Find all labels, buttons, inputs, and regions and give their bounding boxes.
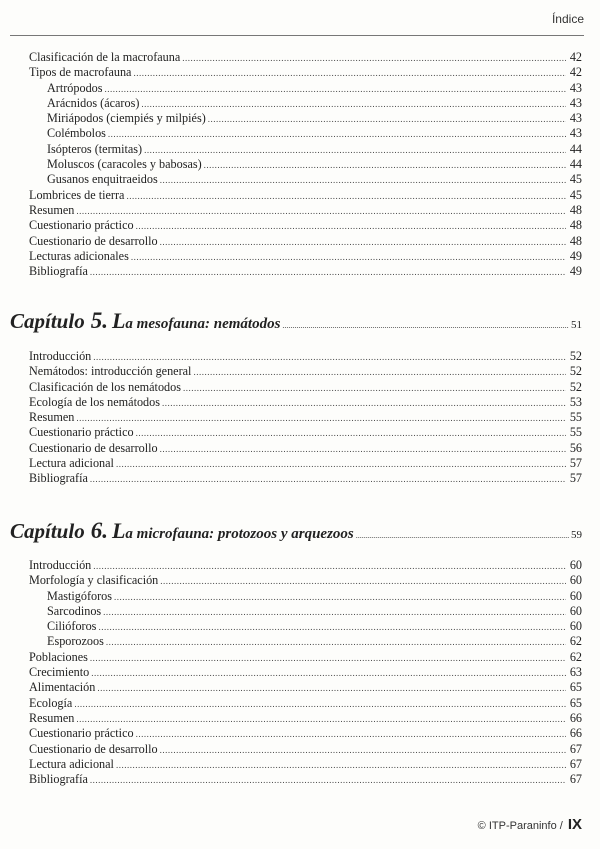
publisher-credit: © ITP-Paraninfo / xyxy=(477,820,563,832)
toc-entry[interactable] xyxy=(29,441,582,456)
dot-leader xyxy=(182,51,566,66)
toc-entry-label: Gusanos enquitraeidos xyxy=(47,172,158,187)
dot-leader xyxy=(97,681,566,696)
dot-leader xyxy=(282,321,569,330)
toc-entry[interactable] xyxy=(29,203,582,218)
toc-entry-page: 49 xyxy=(569,264,582,279)
toc-entry-label: Cilióforos xyxy=(47,619,97,634)
toc-entry-page: 52 xyxy=(569,379,582,394)
toc-entry-page: 66 xyxy=(569,710,582,725)
toc-entry-page: 60 xyxy=(569,588,582,603)
toc-entry[interactable] xyxy=(29,711,582,726)
dot-leader xyxy=(160,442,566,457)
toc-entry-label: Poblaciones xyxy=(29,649,88,664)
toc-entry-page: 66 xyxy=(569,726,582,741)
toc-entry-label: Bibliografía xyxy=(29,772,88,787)
toc-entry-label: Lectura adicional xyxy=(29,756,114,771)
toc-entry-label: Cuestionario de desarrollo xyxy=(29,440,158,455)
dot-leader xyxy=(90,651,566,666)
dot-leader xyxy=(133,66,566,81)
toc-entry-page: 43 xyxy=(569,95,582,110)
toc-entry-page: 60 xyxy=(569,619,582,634)
toc-entry-label: Cuestionario de desarrollo xyxy=(29,741,158,756)
toc-chapter-5 xyxy=(29,349,582,487)
dot-leader xyxy=(76,712,566,727)
toc-entry-label: Morfología y clasificación xyxy=(29,573,159,588)
toc-entry-label: Lecturas adicionales xyxy=(29,248,129,263)
toc-entry-page: 62 xyxy=(569,634,582,649)
dot-leader xyxy=(103,605,566,620)
chapter-title xyxy=(112,518,354,544)
chapter-title xyxy=(112,308,280,334)
toc-entry-page: 67 xyxy=(569,741,582,756)
toc-entry-page: 44 xyxy=(569,141,582,156)
toc-entry[interactable] xyxy=(29,380,582,395)
toc-entry-page: 52 xyxy=(569,349,582,363)
dot-leader xyxy=(105,82,566,97)
dot-leader xyxy=(90,265,566,280)
toc-entry-page: 44 xyxy=(569,157,582,172)
dot-leader xyxy=(160,173,566,188)
toc-entry-label: Sarcodinos xyxy=(47,603,102,618)
toc-entry[interactable] xyxy=(29,665,582,680)
toc-entry[interactable] xyxy=(29,680,582,695)
dot-leader xyxy=(136,727,566,742)
toc-entry[interactable] xyxy=(29,395,582,410)
dot-leader xyxy=(193,365,566,380)
toc-entry-page: 43 xyxy=(569,111,582,126)
toc-entry-page: 62 xyxy=(569,649,582,664)
toc-entry[interactable] xyxy=(29,50,582,65)
toc-entry-label: Miriápodos (ciempiés y milpiés) xyxy=(47,111,206,126)
toc-entry-label: Lectura adicional xyxy=(29,456,114,471)
toc-entry-page: 49 xyxy=(569,248,582,263)
toc-entry-label: Cuestionario práctico xyxy=(29,425,134,440)
toc-entry[interactable] xyxy=(29,234,582,249)
toc-entry-page: 48 xyxy=(569,202,582,217)
running-header: Índice xyxy=(551,12,584,26)
toc-entry-page: 57 xyxy=(569,456,582,471)
toc-entry-page: 60 xyxy=(569,573,582,588)
toc-entry[interactable] xyxy=(29,126,582,141)
toc-entry-page: 65 xyxy=(569,680,582,695)
toc-entry-page: 60 xyxy=(569,603,582,618)
dot-leader xyxy=(204,158,566,173)
toc-entry[interactable] xyxy=(29,81,582,96)
toc-entry-page: 42 xyxy=(569,65,582,80)
dot-leader xyxy=(98,620,566,635)
toc-entry[interactable] xyxy=(29,364,582,379)
dot-leader xyxy=(208,112,566,127)
toc-entry[interactable] xyxy=(29,742,582,757)
toc-entry[interactable] xyxy=(29,772,582,787)
dot-leader xyxy=(144,143,566,158)
toc-entry-label: Moluscos (caracoles y babosas) xyxy=(47,157,202,172)
toc-entry-label: Isópteros (termitas) xyxy=(47,141,143,156)
chapter-title-rest: a microfauna: protozoos y arquezoos xyxy=(125,526,354,542)
toc-entry[interactable] xyxy=(29,188,582,203)
toc-entry[interactable] xyxy=(29,696,582,711)
dot-leader xyxy=(160,574,566,589)
toc-entry[interactable] xyxy=(29,589,582,604)
toc-entry[interactable] xyxy=(29,157,582,172)
dot-leader xyxy=(76,411,566,426)
toc-entry-page: 55 xyxy=(569,425,582,440)
toc-entry-label: Resumen xyxy=(29,202,75,217)
dot-leader xyxy=(90,773,566,788)
toc-entry[interactable] xyxy=(29,218,582,233)
toc-entry-label: Arácnidos (ácaros) xyxy=(47,95,140,110)
dot-leader xyxy=(74,697,566,712)
toc-entry-page: 67 xyxy=(569,756,582,771)
dot-leader xyxy=(90,472,566,487)
toc-entry-label: Cuestionario práctico xyxy=(29,726,134,741)
toc-entry-label: Bibliografía xyxy=(29,264,88,279)
toc-entry[interactable] xyxy=(29,96,582,111)
dot-leader xyxy=(116,758,566,773)
toc-entry-page: 63 xyxy=(569,665,582,680)
dot-leader xyxy=(114,590,566,605)
toc-entry-label: Clasificación de la macrofauna xyxy=(29,50,181,64)
dot-leader xyxy=(76,204,566,219)
toc-entry-page: 65 xyxy=(569,695,582,710)
toc-entry-page: 60 xyxy=(569,558,582,572)
toc-entry[interactable] xyxy=(29,757,582,772)
toc-entry[interactable] xyxy=(29,456,582,471)
chapter-title-rest: a mesofauna: nemátodos xyxy=(125,316,281,332)
header-rule xyxy=(10,35,584,36)
toc-entry[interactable] xyxy=(29,111,582,126)
toc-entry[interactable] xyxy=(29,65,582,80)
toc-chapter-6 xyxy=(29,558,582,787)
dot-leader xyxy=(136,219,566,234)
toc-section-macrofauna xyxy=(29,50,582,279)
toc-entry-page: 53 xyxy=(569,394,582,409)
toc-entry-page: 48 xyxy=(569,218,582,233)
toc-entry-label: Introducción xyxy=(29,558,92,572)
toc-entry[interactable] xyxy=(29,604,582,619)
toc-entry-label: Alimentación xyxy=(29,680,96,695)
toc-entry[interactable] xyxy=(29,471,582,486)
toc-entry[interactable] xyxy=(29,634,582,649)
toc-entry[interactable] xyxy=(29,573,582,588)
toc-entry[interactable] xyxy=(29,619,582,634)
dot-leader xyxy=(93,350,566,365)
toc-entry-page: 67 xyxy=(569,772,582,787)
toc-entry-label: Nemátodos: introducción general xyxy=(29,364,192,379)
toc-entry-page: 57 xyxy=(569,471,582,486)
toc-entry-page: 43 xyxy=(569,126,582,141)
dot-leader xyxy=(116,457,566,472)
toc-entry[interactable] xyxy=(29,249,582,264)
chapter-page: 51 xyxy=(571,319,582,331)
toc-entry[interactable] xyxy=(29,726,582,741)
toc-entry[interactable] xyxy=(29,172,582,187)
toc-entry-label: Ecología de los nemátodos xyxy=(29,394,160,409)
toc-entry-page: 45 xyxy=(569,187,582,202)
toc-entry-label: Bibliografía xyxy=(29,471,88,486)
toc-entry-label: Tipos de macrofauna xyxy=(29,65,132,80)
chapter-word: Capítulo xyxy=(10,519,85,543)
toc-entry[interactable] xyxy=(29,264,582,279)
dot-leader xyxy=(126,189,566,204)
toc-entry-label: Cuestionario práctico xyxy=(29,218,134,233)
toc-entry-page: 55 xyxy=(569,410,582,425)
toc-entry-label: Clasificación de los nemátodos xyxy=(29,379,181,394)
toc-entry[interactable] xyxy=(29,425,582,440)
toc-entry-label: Colémbolos xyxy=(47,126,106,141)
dot-leader xyxy=(160,235,566,250)
toc-entry-label: Mastigóforos xyxy=(47,588,112,603)
chapter-title-initial: L xyxy=(111,518,126,543)
dot-leader xyxy=(106,635,566,650)
toc-entry-label: Cuestionario de desarrollo xyxy=(29,233,158,248)
toc-entry[interactable] xyxy=(29,558,582,573)
toc-entry-label: Resumen xyxy=(29,410,75,425)
page-footer xyxy=(478,816,582,833)
toc-entry-label: Introducción xyxy=(29,349,92,363)
dot-leader xyxy=(108,127,566,142)
chapter-title-initial: L xyxy=(111,308,126,333)
chapter-number: 5. xyxy=(90,308,108,333)
chapter-number: 6. xyxy=(90,518,108,543)
dot-leader xyxy=(162,396,566,411)
toc-entry-page: 52 xyxy=(569,364,582,379)
toc-entry-page: 45 xyxy=(569,172,582,187)
dot-leader xyxy=(131,250,566,265)
toc-entry-label: Esporozoos xyxy=(47,634,104,649)
chapter-page: 59 xyxy=(571,529,582,541)
toc-entry-page: 56 xyxy=(569,440,582,455)
toc-entry-label: Lombrices de tierra xyxy=(29,187,125,202)
dot-leader xyxy=(356,531,569,540)
chapter-6-heading[interactable] xyxy=(10,518,582,544)
toc-entry-label: Crecimiento xyxy=(29,665,90,680)
toc-entry-page: 42 xyxy=(569,50,582,64)
toc-entry-page: 48 xyxy=(569,233,582,248)
dot-leader xyxy=(93,559,566,574)
toc-entry-label: Ecología xyxy=(29,695,73,710)
toc-entry-label: Resumen xyxy=(29,710,75,725)
toc-entry[interactable] xyxy=(29,650,582,665)
chapter-5-heading[interactable] xyxy=(10,308,582,334)
toc-entry-label: Artrópodos xyxy=(47,80,103,95)
dot-leader xyxy=(183,381,566,396)
dot-leader xyxy=(141,97,566,112)
dot-leader xyxy=(160,743,566,758)
toc-entry[interactable] xyxy=(29,349,582,364)
dot-leader xyxy=(136,426,566,441)
dot-leader xyxy=(91,666,566,681)
toc-entry[interactable] xyxy=(29,142,582,157)
chapter-word: Capítulo xyxy=(10,309,85,333)
toc-entry-page: 43 xyxy=(569,80,582,95)
toc-entry[interactable] xyxy=(29,410,582,425)
page-number: IX xyxy=(567,816,582,833)
